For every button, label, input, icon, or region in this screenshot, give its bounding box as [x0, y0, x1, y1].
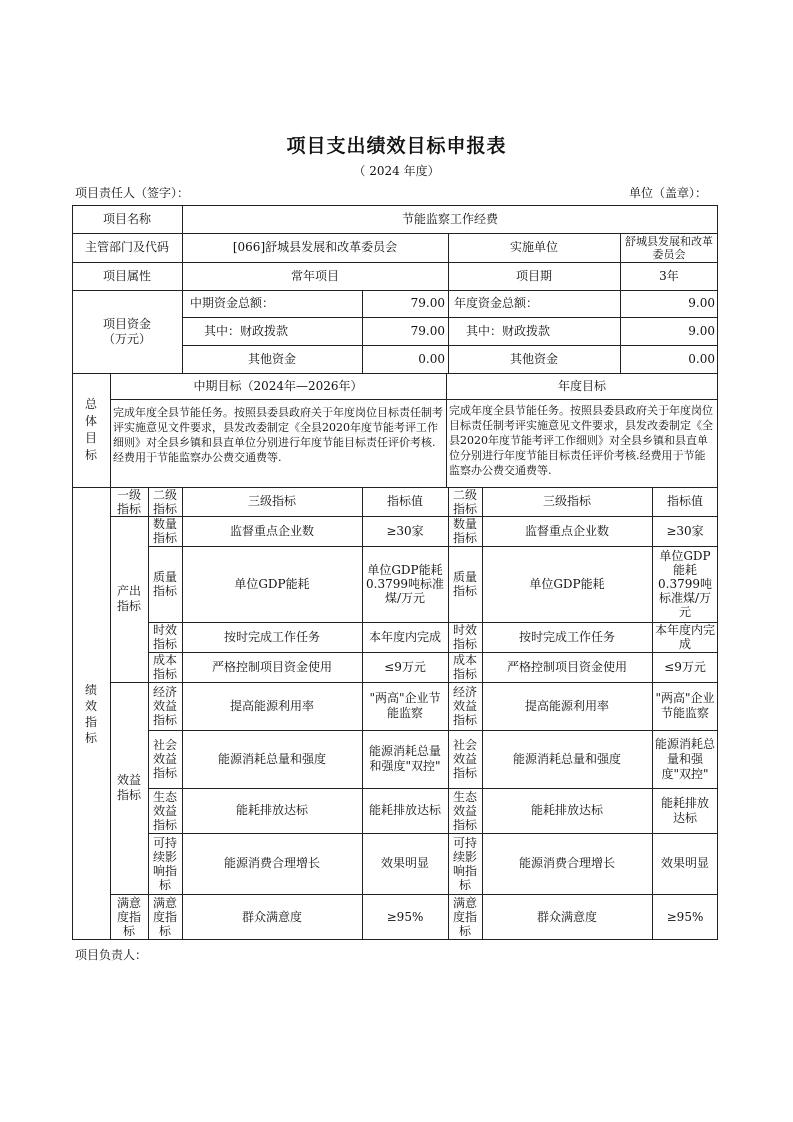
row-level2: 数量指标 — [152, 517, 177, 545]
group-benefit: 效益指标 — [116, 773, 141, 802]
row-level2-year: 质量指标 — [452, 570, 477, 598]
row-level3-year: 按时完成工作任务 — [518, 629, 615, 644]
row-level3-year: 单位GDP能耗 — [529, 576, 605, 591]
mid-fiscal-label: 其中：财政拨款 — [204, 323, 289, 338]
row-level3: 按时完成工作任务 — [223, 629, 320, 644]
row-value-mid: "两高"企业节能监察 — [369, 691, 441, 720]
row-level2: 时效指标 — [152, 623, 177, 651]
mid-total-value: 79.00 — [410, 296, 445, 310]
row-level2: 质量指标 — [152, 570, 177, 598]
col-level3-header-year: 三级指标 — [542, 494, 591, 508]
row-level2-year: 生态效益指标 — [452, 789, 477, 832]
mid-fiscal-value: 79.00 — [410, 323, 445, 338]
row-level2-year: 时效指标 — [452, 623, 477, 651]
year-value: 2024 — [369, 164, 400, 178]
row-level3-year: 群众满意度 — [536, 909, 597, 924]
row-level3-year: 能源消费合理增长 — [518, 856, 615, 870]
year-total-label: 年度资金总额： — [454, 296, 539, 310]
row-value-year: ≥95% — [666, 909, 704, 924]
row-level2-year: 经济效益指标 — [452, 685, 477, 727]
row-level2: 满意度指标 — [152, 896, 177, 938]
row-value-mid: 单位GDP能耗0.3799吨标准煤/万元 — [366, 563, 444, 605]
mid-total-label: 中期资金总额： — [190, 296, 275, 310]
year-total-value: 9.00 — [688, 296, 715, 310]
row-value-year: 单位GDP能耗0.3799吨标准煤/万元 — [658, 549, 712, 619]
year-close: 年度） — [403, 164, 440, 178]
row-level2: 成本指标 — [152, 653, 177, 681]
row-level3: 提高能源利用率 — [229, 698, 314, 713]
row-level3: 能源消耗总量和强度 — [217, 751, 326, 766]
year-fiscal-label: 其中：财政拨款 — [466, 323, 551, 338]
row-level3: 能耗排放达标 — [235, 803, 308, 817]
responsible-person-label: 项目责任人（签字）： — [75, 186, 190, 200]
year-goal-text: 完成年度全县节能任务。按照县委县政府关于年度岗位目标责任制考评实施意见文件要求，县发改委制定《全县2020年度节能考评工作细则》对全县乡镇和县直单位分别进行年度节能目标责任评价考核.经费用于节能监察办公费交通费等. — [449, 404, 713, 477]
row-value-mid: 能耗排放达标 — [368, 803, 441, 817]
row-level3: 单位GDP能耗 — [234, 576, 310, 591]
dept-value: [066]舒城县发展和改革委员会 — [232, 240, 398, 254]
row-level2: 社会效益指标 — [152, 738, 177, 780]
attr-label: 项目属性 — [102, 268, 151, 283]
perf-label: 绩效指标 — [84, 682, 97, 745]
row-value-mid: 效果明显 — [380, 856, 429, 870]
col-value-header-mid: 指标值 — [386, 494, 423, 508]
year-open: （ — [353, 164, 366, 178]
row-level3-year: 监督重点企业数 — [524, 523, 609, 538]
group-output: 产出指标 — [116, 584, 141, 613]
col-level3-header-mid: 三级指标 — [247, 494, 296, 508]
row-level3: 群众满意度 — [241, 909, 302, 924]
unit-seal-label: 单位（盖章）： — [628, 186, 707, 200]
project-name-value: 节能监察工作经费 — [401, 211, 498, 226]
year-goal-header: 年度目标 — [557, 378, 606, 393]
col-level2-header-year: 二级指标 — [452, 487, 477, 516]
row-value-year: ≤9万元 — [664, 659, 706, 674]
year-fiscal-value: 9.00 — [688, 323, 715, 338]
row-level3-year: 提高能源利用率 — [524, 698, 609, 713]
row-level2-year: 数量指标 — [452, 517, 477, 545]
row-value-mid: 能源消耗总量和强度"双控" — [368, 744, 441, 773]
row-value-year: "两高"企业节能监察 — [655, 691, 715, 720]
page-title: 项目支出绩效目标申报表 — [286, 135, 507, 157]
dept-label: 主管部门及代码 — [84, 240, 169, 254]
row-value-mid: ≥95% — [386, 909, 424, 924]
mid-other-label: 其他资金 — [247, 351, 296, 366]
col-level2-header-mid: 二级指标 — [152, 487, 177, 516]
impl-value: 舒城县发展和改革委员会 — [625, 234, 713, 261]
row-value-mid: ≥30家 — [386, 523, 424, 538]
row-level2-year: 满意度指标 — [452, 896, 477, 938]
mid-goal-text: 完成年度全县节能任务。按照县委县政府关于年度岗位目标责任制考评实施意见文件要求，县发改委制定《全县2020年度节能考评工作细则》对全县乡镇和县直单位分别进行年度节能目标责任评价考核.经费用于节能监察办公费交通费等. — [113, 406, 443, 464]
row-level3: 监督重点企业数 — [229, 523, 314, 538]
col-level1-header: 一级指标 — [116, 487, 141, 516]
row-value-year: 本年度内完成 — [654, 623, 715, 651]
row-level3-year: 能耗排放达标 — [530, 803, 603, 817]
row-level2: 经济效益指标 — [152, 685, 177, 727]
period-label: 项目期 — [515, 268, 552, 283]
row-level2-year: 社会效益指标 — [452, 738, 477, 780]
project-name-label: 项目名称 — [102, 211, 151, 226]
row-level3-year: 能源消耗总量和强度 — [512, 751, 621, 766]
col-value-header-year: 指标值 — [666, 494, 703, 508]
impl-label: 实施单位 — [509, 240, 558, 254]
row-level3: 能源消费合理增长 — [223, 856, 320, 870]
year-other-value: 0.00 — [688, 351, 715, 366]
mid-goal-header: 中期目标（2024年—2026年） — [193, 378, 363, 393]
row-level3: 严格控制项目资金使用 — [211, 659, 332, 674]
period-value: 3年 — [659, 268, 679, 283]
attr-value: 常年项目 — [290, 268, 339, 283]
row-level2-year: 可持续影响指标 — [452, 835, 477, 892]
row-value-year: 能耗排放达标 — [660, 795, 709, 825]
mid-other-value: 0.00 — [418, 351, 445, 366]
row-level3-year: 严格控制项目资金使用 — [506, 659, 627, 674]
row-value-year: 效果明显 — [660, 856, 709, 870]
row-level2: 可持续影响指标 — [152, 835, 177, 892]
project-manager-label: 项目负责人： — [75, 948, 148, 962]
group-satisfaction: 满意度指标 — [116, 896, 141, 938]
row-value-mid: 本年度内完成 — [368, 629, 441, 644]
row-level2: 生态效益指标 — [152, 789, 177, 832]
year-other-label: 其他资金 — [509, 351, 558, 366]
row-value-year: 能源消耗总量和强度"双控" — [655, 736, 716, 781]
goals-label: 总体目标 — [84, 397, 97, 462]
row-value-year: ≥30家 — [666, 523, 704, 538]
funds-label: 项目资金（万元） — [102, 316, 151, 346]
row-value-mid: ≤9万元 — [384, 659, 426, 674]
row-level2-year: 成本指标 — [452, 653, 477, 681]
